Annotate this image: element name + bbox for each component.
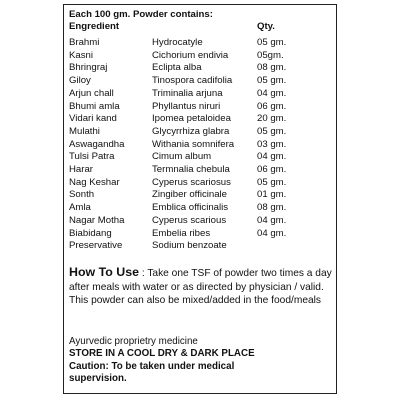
ingredient-row [64, 62, 336, 75]
ingredient-qty: 08 gm. [257, 62, 287, 74]
ingredient-qty: 05 gm. [257, 125, 287, 137]
how-to-use-title: How To Use [69, 265, 139, 279]
ingredient-botanical-name: Cimum album [152, 151, 212, 163]
ingredient-row [64, 126, 336, 139]
ingredient-row [64, 164, 336, 177]
ingredient-row [64, 75, 336, 88]
ingredient-botanical-name: Cyperus scarious [152, 214, 227, 226]
footer-line-2: STORE IN A COOL DRY & DARK PLACE [69, 348, 255, 360]
ingredient-name: Amla [69, 202, 91, 214]
ingredient-name: Giloy [69, 75, 91, 87]
ingredient-botanical-name: Emblica officinalis [152, 202, 229, 214]
ingredient-qty: 04 gm. [257, 227, 287, 239]
ingredient-botanical-name: Phyllantus niruri [152, 100, 221, 112]
ingredient-botanical-name: Triminalia arjuna [152, 87, 223, 99]
ingredient-qty: 06 gm. [257, 164, 287, 175]
ingredient-row [64, 240, 336, 253]
ingredient-row [64, 202, 336, 215]
ingredient-row [64, 139, 336, 152]
ingredient-name: Harar [69, 164, 93, 175]
column-header-ingredient: Engredient [69, 21, 120, 32]
ingredient-qty: 05gm. [257, 49, 284, 61]
ingredient-name: Mulathi [69, 125, 100, 137]
ingredient-qty: 03 gm. [257, 138, 287, 150]
ingredient-row [64, 101, 336, 114]
ingredient-qty: 04 gm. [257, 87, 287, 99]
ingredient-name: Kasni [69, 49, 93, 61]
ingredient-botanical-name: Ipomea petaloidea [152, 113, 231, 125]
column-header-qty: Qty. [257, 21, 275, 32]
ingredient-name: Arjun chall [69, 87, 114, 99]
ingredient-row [64, 50, 336, 63]
ingredient-row [64, 37, 336, 50]
ingredient-row [64, 151, 336, 164]
ingredient-name: Bhumi amla [69, 100, 120, 112]
ingredient-botanical-name: Zingiber officinale [152, 189, 228, 201]
ingredient-name: Bhringraj [69, 62, 108, 74]
ingredient-botanical-name: Eclipta alba [152, 62, 202, 74]
ingredient-row [64, 189, 336, 202]
ingredient-row [64, 228, 336, 241]
ingredient-qty: 05 gm. [257, 37, 287, 48]
ingredient-name: Sonth [69, 189, 95, 201]
ingredient-qty: 05 gm. [257, 176, 287, 188]
ingredient-qty: 01 gm. [257, 189, 287, 201]
ingredient-name: Aswagandha [69, 138, 125, 150]
ingredient-row [64, 88, 336, 101]
footer [69, 336, 333, 386]
how-to-use [69, 266, 333, 308]
ingredient-name: Vidari kand [69, 113, 117, 125]
ingredient-name: Nag Keshar [69, 176, 120, 188]
ingredient-botanical-name: Withania somnifera [152, 138, 235, 150]
product-label [63, 4, 337, 394]
ingredient-name: Biabidang [69, 227, 112, 239]
ingredient-botanical-name: Tinospora cadifolia [152, 75, 233, 87]
ingredient-qty: 08 gm. [257, 202, 287, 214]
ingredient-botanical-name: Termnalia chebula [152, 164, 230, 175]
ingredient-row [64, 113, 336, 126]
ingredient-name: Brahmi [69, 37, 100, 48]
ingredient-name: Nagar Motha [69, 214, 125, 226]
ingredient-botanical-name: Cichorium endivia [152, 49, 229, 61]
ingredient-qty: 06 gm. [257, 100, 287, 112]
footer-line-1: Ayurvedic proprietry medicine [69, 336, 198, 347]
ingredient-botanical-name: Embelia ribes [152, 227, 211, 239]
how-to-use-text: : Take one TSF of powder two times a day after meals with water or as directed by physician / valid. This powder can also be mixed/added in the food/meals [69, 268, 332, 307]
ingredient-botanical-name: Glycyrrhiza glabra [152, 125, 230, 137]
ingredient-row [64, 215, 336, 228]
ingredient-botanical-name: Cyperus scariosus [152, 176, 231, 188]
ingredient-name: Preservative [69, 240, 123, 252]
ingredient-qty: 20 gm. [257, 113, 287, 125]
ingredient-botanical-name: Hydrocatyle [152, 37, 203, 48]
footer-line-3: Caution: To be taken under medical [69, 360, 235, 372]
ingredient-qty: 04 gm. [257, 214, 287, 226]
footer-line-4: supervision. [69, 373, 127, 385]
ingredient-row [64, 177, 336, 190]
ingredient-name: Tulsi Patra [69, 151, 115, 163]
heading: Each 100 gm. Powder contains: [69, 9, 213, 20]
ingredient-qty: 04 gm. [257, 151, 287, 163]
ingredient-botanical-name: Sodium benzoate [152, 240, 227, 252]
ingredient-qty: 05 gm. [257, 75, 287, 87]
